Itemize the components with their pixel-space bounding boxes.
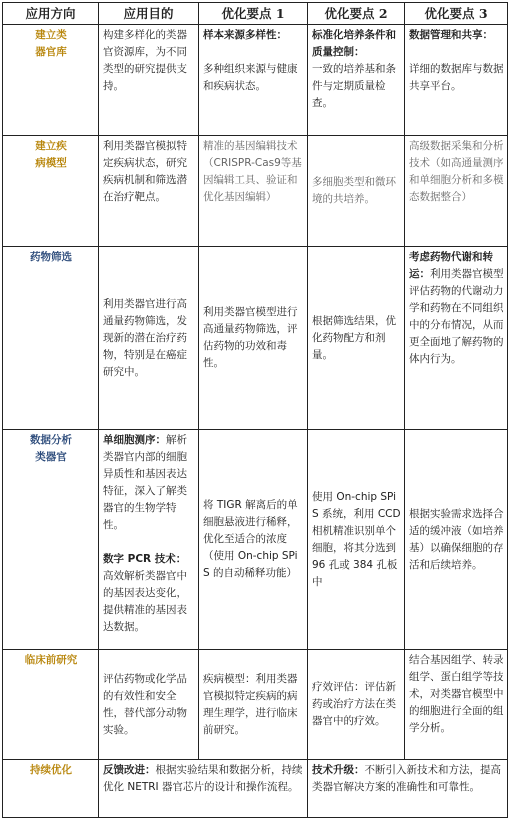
point-text: 多种组织来源与健康和疾病状态。 — [203, 63, 298, 92]
header-point-1: 优化要点 1 — [199, 3, 308, 25]
point3-cell: 高级数据采集和分析技术（如高通量测序和单细胞分析和多模态数据整合） — [405, 136, 508, 247]
purpose-cell — [99, 650, 199, 760]
purpose-cell: 利用类器官模拟特定疾病状态，研究疾病机制和筛选潜在治疗靶点。 — [99, 136, 199, 247]
feedback-text: 根据实验结果和数据分析，持续优化 NETRI 器官芯片的设计和操作流程。 — [103, 764, 303, 793]
point2-cell — [308, 247, 405, 430]
point1-cell — [199, 430, 308, 650]
point3-cell: 结合基因组学、转录组学、蛋白组学等技术，对类器官模型中的细胞进行全面的组学分析。 — [405, 650, 508, 760]
row-app-label — [3, 760, 99, 818]
feedback-cell — [99, 760, 308, 818]
point-text: 利用类器官模型进行高通量药物筛选，评估药物的功效和毒性。 — [203, 306, 298, 369]
app-line: 药物筛选 — [30, 251, 72, 263]
table-row — [3, 430, 508, 650]
purpose-cell: 构建多样化的类器官资源库，为不同类型的研究提供支持。 — [99, 25, 199, 136]
point-bold: 标准化培养条件和质量控制： — [312, 29, 396, 58]
header-purpose: 应用目的 — [99, 3, 199, 25]
purpose-text: 解析类器官内部的细胞异质性和基因表达特征，深入了解类器官的生物学特性。 — [103, 434, 187, 531]
header-app-direction: 应用方向 — [3, 3, 99, 25]
purpose-bold: 单细胞测序： — [103, 434, 166, 446]
point2-cell — [308, 430, 405, 650]
table-row — [3, 650, 508, 760]
point-text: 根据筛选结果，优化药物配方和剂量。 — [312, 314, 396, 361]
point3-cell — [405, 25, 508, 136]
table-row — [3, 760, 508, 818]
point-text: 根据实验需求选择合适的缓冲液（如培养基）以确保细胞的存活和后续培养。 — [409, 507, 504, 571]
point-text: 将 TIGR 解离后的单细胞悬液进行稀释，优化至适合的浓度（使用 On-chip SPiS 的自动稀释功能） — [203, 499, 298, 579]
header-point-2: 优化要点 2 — [308, 3, 405, 25]
row-app-label — [3, 136, 99, 247]
app-line: 器官库 — [35, 46, 67, 58]
point-text: 疗效评估：评估新药或治疗方法在类器官中的疗效。 — [312, 681, 396, 727]
app-line: 病模型 — [35, 157, 67, 169]
upgrade-cell — [308, 760, 508, 818]
point2-cell — [308, 25, 405, 136]
app-line: 建立类 — [35, 29, 67, 41]
purpose-cell — [99, 247, 199, 430]
row-app-label — [3, 25, 99, 136]
point-text: 多细胞类型和微环境的共培养。 — [312, 176, 396, 205]
point2-cell — [308, 650, 405, 760]
row-app-label — [3, 650, 99, 760]
feedback-bold: 反馈改进： — [103, 764, 156, 776]
point-text: 利用类器官模型评估药物的代谢动力学和药物在不同组织中的分布情况，从而更全面地了解药物的体内行为。 — [409, 268, 504, 365]
purpose-cell — [99, 430, 199, 650]
point-bold: 数据管理和共享： — [409, 29, 493, 41]
upgrade-bold: 技术升级： — [312, 764, 365, 776]
optimization-table — [2, 2, 508, 818]
point3-cell — [405, 247, 508, 430]
table-row — [3, 25, 508, 136]
header-point-3: 优化要点 3 — [405, 3, 508, 25]
point-text: 一致的培养基和条件与定期质量检查。 — [312, 63, 396, 109]
purpose-text: 高效解析类器官中的基因表达变化，提供精准的基因表达数据。 — [103, 570, 187, 633]
point-text: 使用 On-chip SPiS 系统，利用 CCD 相机精准识别单个细胞，将其分选到 96 孔或 384 孔板中 — [312, 490, 401, 588]
point1-cell — [199, 650, 308, 760]
table-row — [3, 136, 508, 247]
upgrade-text: 不断引入新技术和方法，提高类器官解决方案的准确性和可靠性。 — [312, 764, 501, 793]
purpose-text: 评估药物或化学品的有效性和安全性，替代部分动物实验。 — [103, 672, 187, 736]
point1-cell — [199, 247, 308, 430]
app-line: 临床前研究 — [24, 654, 78, 666]
purpose-text: 利用类器官进行高通量药物筛选，发现新的潜在治疗药物，特别是在癌症研究中。 — [103, 297, 187, 378]
header-row — [3, 3, 508, 25]
point1-cell: 精准的基因编辑技术（CRISPR-Cas9等基因编辑工具、验证和优化基因编辑） — [199, 136, 308, 247]
purpose-bold: 数字 PCR 技术： — [103, 553, 187, 565]
app-line: 数据分析 — [30, 434, 72, 446]
point-text: 疾病模型：利用类器官模拟特定疾病的病理生理学，进行临床前研究。 — [203, 672, 298, 736]
table-row — [3, 247, 508, 430]
point-text: 详细的数据库与数据共享平台。 — [409, 63, 504, 92]
point1-cell — [199, 25, 308, 136]
app-line: 持续优化 — [30, 764, 72, 776]
point-bold: 考虑药物代谢和转运： — [409, 251, 493, 280]
app-line: 类器官 — [35, 451, 67, 463]
app-line: 建立疾 — [35, 140, 67, 152]
point3-cell — [405, 430, 508, 650]
row-app-label — [3, 247, 99, 430]
point-bold: 样本来源多样性： — [203, 29, 287, 41]
row-app-label — [3, 430, 99, 650]
point2-cell — [308, 136, 405, 247]
